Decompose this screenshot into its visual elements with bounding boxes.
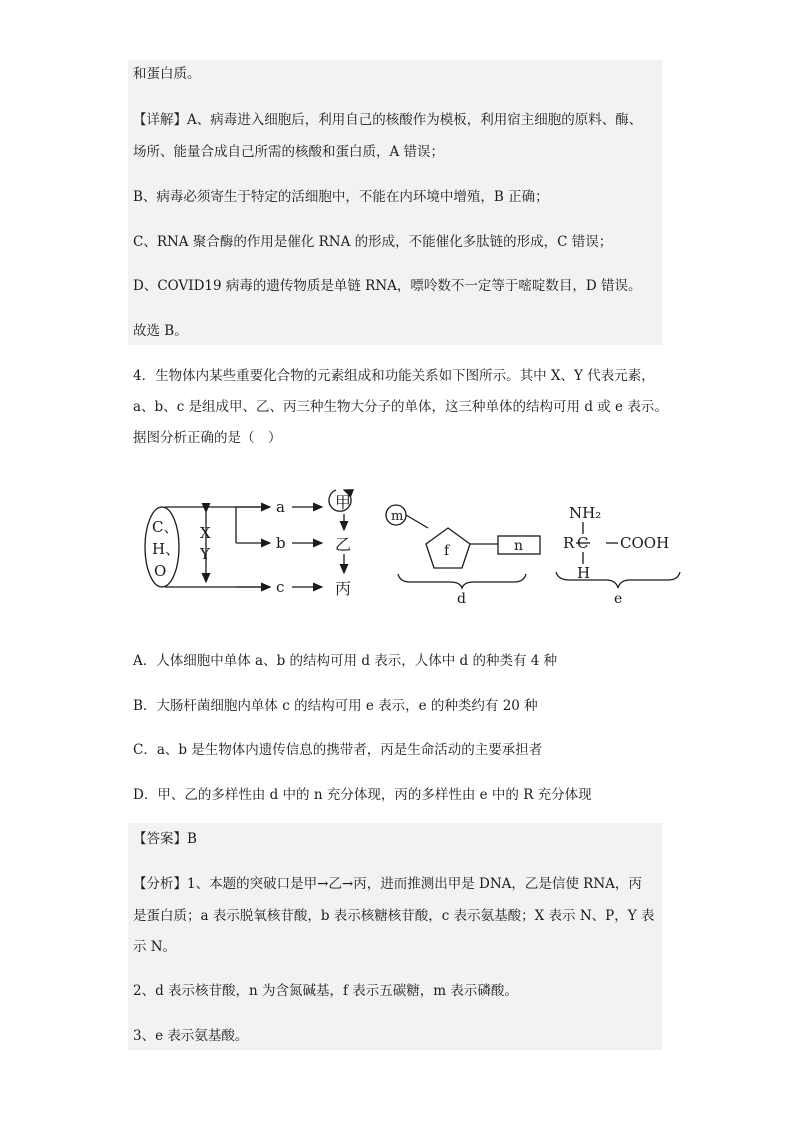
element-c: C、 [152, 518, 179, 536]
polymer-bing: 丙 [335, 579, 352, 598]
explanation-line: 和蛋白质。 [133, 66, 201, 82]
label-d: d [457, 591, 466, 607]
option-c: C．a、b 是生物体内遗传信息的携带者，丙是生命活动的主要承担者 [133, 742, 543, 758]
amino-cooh: COOH [620, 534, 670, 552]
monomer-a: a [276, 498, 285, 516]
polymer-yi: 乙 [335, 535, 352, 554]
analysis-line: 2、d 表示核苷酸，n 为含氮碱基，f 表示五碳糖，m 表示磷酸。 [133, 983, 518, 999]
answer-line: 【答案】B [133, 831, 197, 847]
analysis-line: 【分析】1、本题的突破口是甲→乙→丙，进而推测出甲是 DNA，乙是信使 RNA，丙 [133, 876, 642, 892]
question-stem: a、b、c 是组成甲、乙、丙三种生物大分子的单体，这三种单体的结构可用 d 或 e 表示。 [133, 399, 668, 415]
explanation-line: C、RNA 聚合酶的作用是催化 RNA 的形成，不能催化多肽链的形成，C 错误； [133, 234, 613, 250]
question-stem: 4．生物体内某些重要化合物的元素组成和功能关系如下图所示。其中 X、Y 代表元素， [133, 368, 655, 384]
amino-h: H [577, 564, 591, 582]
amino-r: R [563, 534, 575, 552]
polymer-jia: 甲 [335, 493, 352, 512]
option-d: D．甲、乙的多样性由 d 中的 n 充分体现，丙的多样性由 e 中的 R 充分体现 [133, 787, 592, 803]
option-b: B．大肠杆菌细胞内单体 c 的结构可用 e 表示，e 的种类约有 20 种 [133, 698, 538, 714]
element-o: O [154, 562, 167, 580]
explanation-line: 场所、能量合成自己所需的核酸和蛋白质，A 错误； [133, 144, 445, 160]
x-label: X [200, 524, 211, 542]
monomer-b: b [276, 534, 286, 552]
phosphate-m: m [391, 509, 404, 524]
label-e: e [614, 591, 623, 607]
monomer-c: c [276, 578, 285, 596]
amino-c: C [577, 534, 589, 552]
answer-block-bg [128, 823, 662, 1050]
compound-relationship-figure [130, 478, 690, 608]
sugar-f: f [444, 543, 450, 559]
base-n: n [514, 538, 524, 554]
analysis-line: 是蛋白质；a 表示脱氧核苷酸，b 表示核糖核苷酸，c 表示氨基酸；X 表示 N、P，Y 表 [133, 908, 655, 924]
explanation-line: 【详解】A、病毒进入细胞后，利用自己的核酸作为模板，利用宿主细胞的原料、酶、 [133, 112, 643, 128]
y-label: Y [200, 545, 210, 563]
element-h: H、 [152, 540, 181, 558]
option-a: A．人体细胞中单体 a、b 的结构可用 d 表示，人体中 d 的种类有 4 种 [133, 653, 558, 669]
explanation-line: D、COVID19 病毒的遗传物质是单链 RNA，嘌呤数不一定等于嘧啶数目，D 错误。 [133, 278, 642, 294]
analysis-line: 示 N。 [133, 939, 177, 955]
question-stem: 据图分析正确的是（ ） [133, 430, 282, 446]
explanation-line: B、病毒必须寄生于特定的活细胞中，不能在内环境中增殖，B 正确； [133, 189, 549, 205]
amino-nh2: NH₂ [569, 504, 602, 522]
analysis-line: 3、e 表示氨基酸。 [133, 1028, 249, 1044]
explanation-line: 故选 B。 [133, 323, 188, 339]
